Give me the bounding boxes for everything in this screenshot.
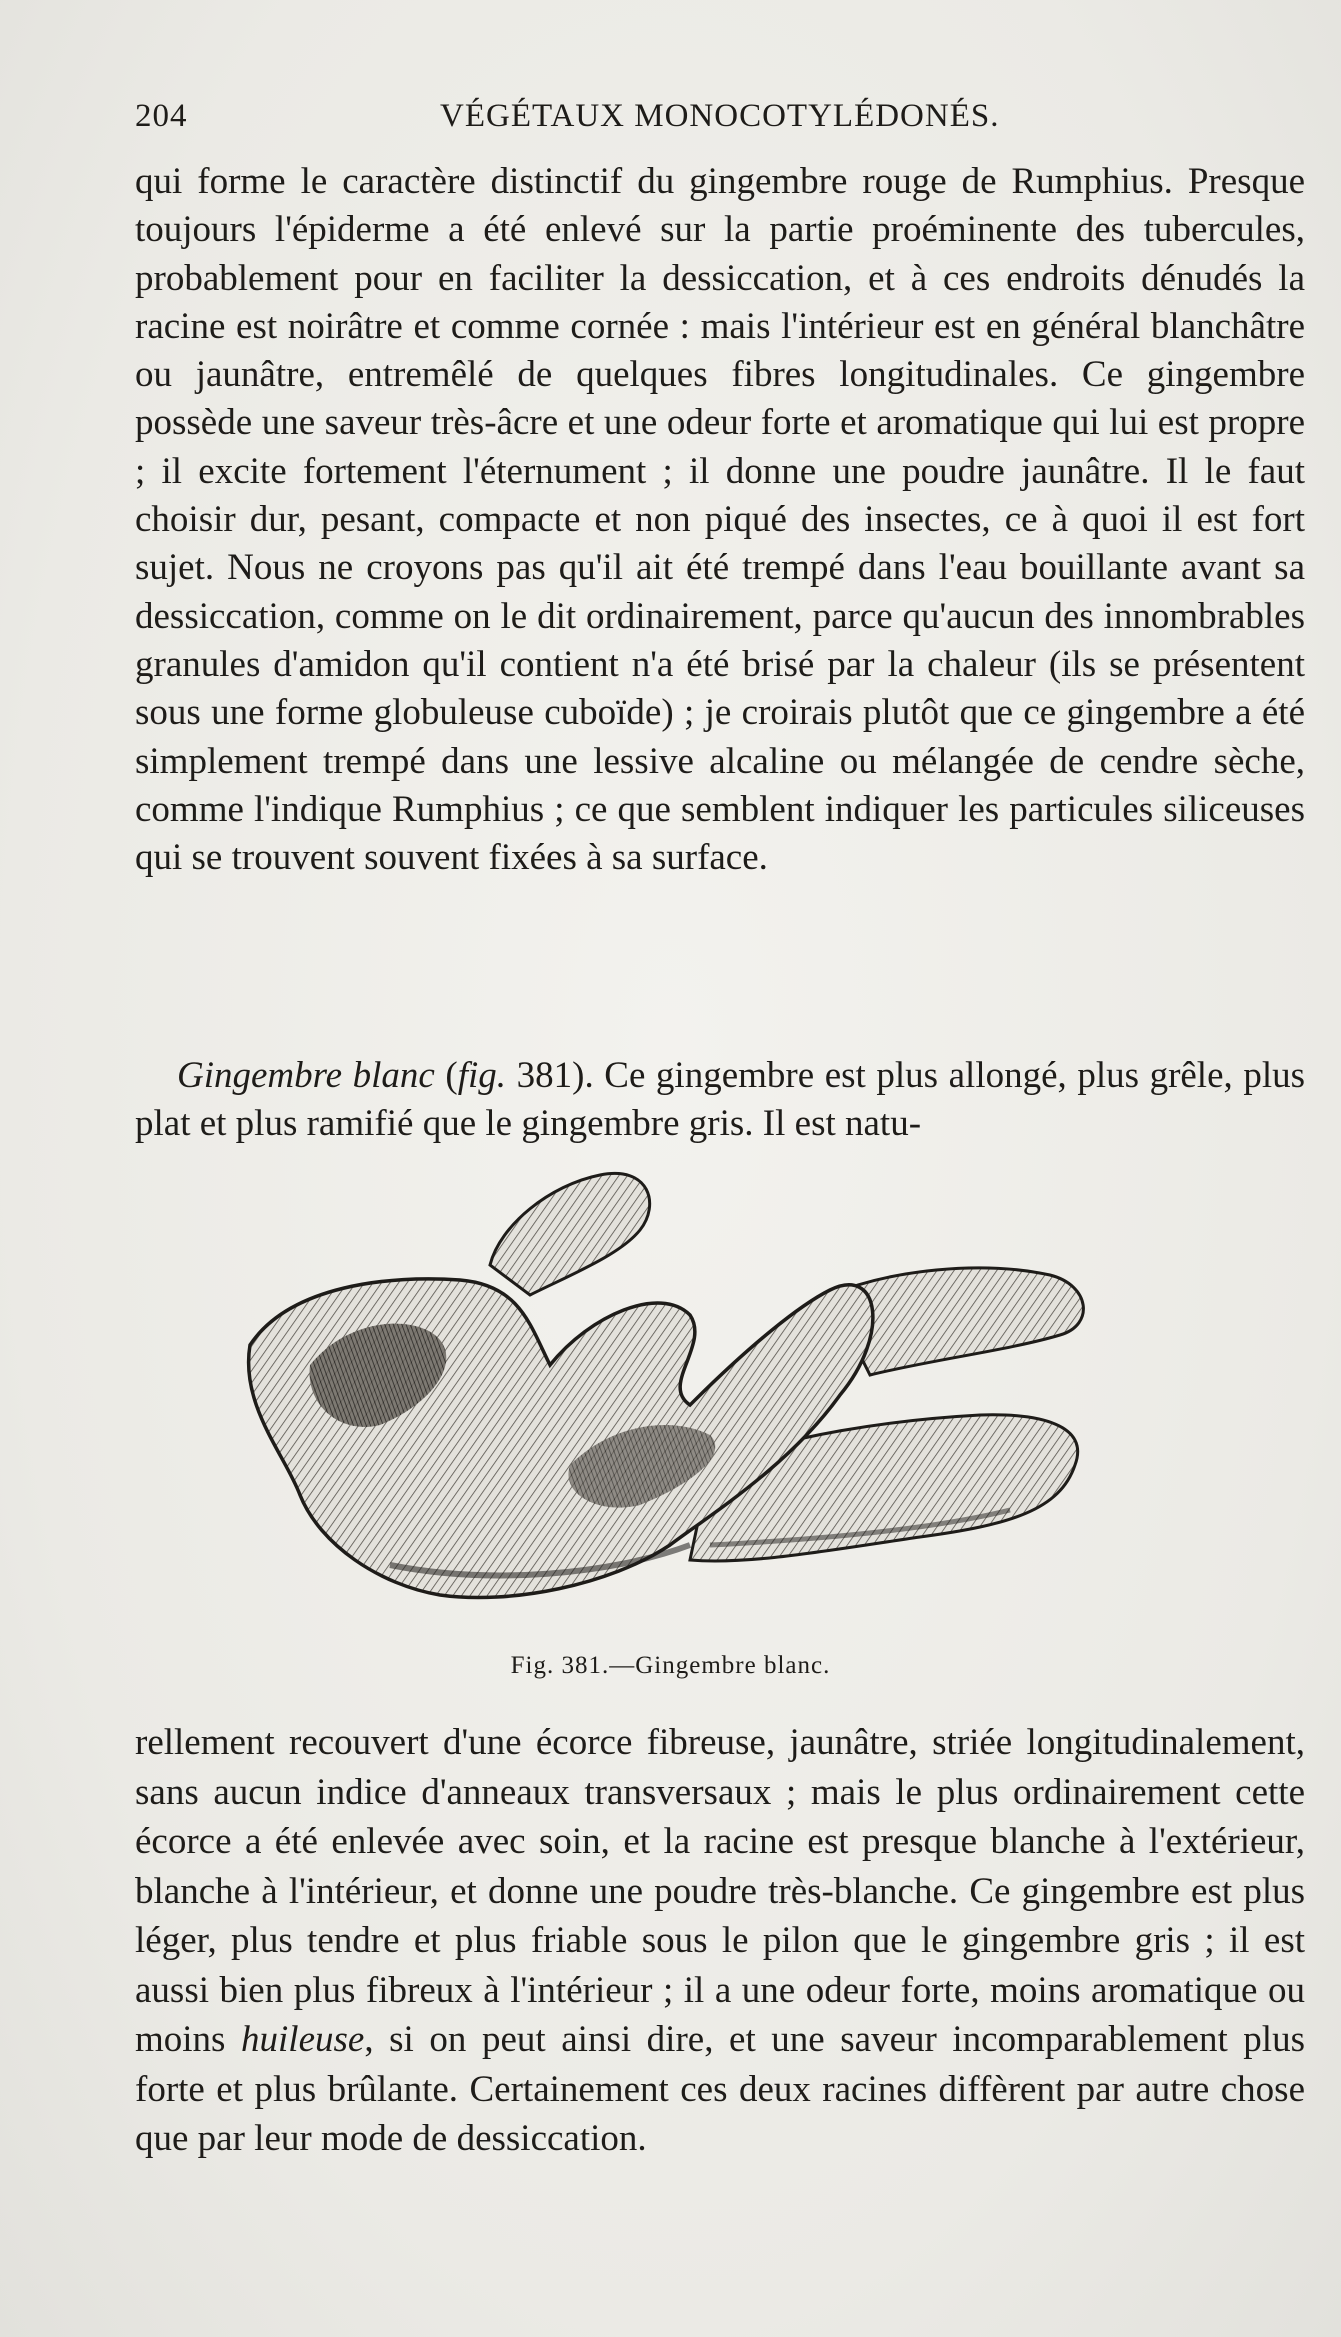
term-gingembre-blanc: Gingembre blanc (177, 1055, 435, 1096)
figure-ref-fig: fig. (457, 1055, 507, 1096)
ginger-rhizome-illustration (190, 1165, 1180, 1665)
figure-ref-open: ( (434, 1055, 458, 1096)
running-head-title: VÉGÉTAUX MONOCOTYLÉDONÉS. (440, 98, 1000, 134)
figure-caption-label: Fig. 381. (510, 1652, 610, 1679)
paragraph-blanc-intro (135, 1052, 1305, 1149)
paragraph-blanc-description-start: rellement recouvert d'une écorce fibreuse, jaunâtre, striée longitudinalement, sans aucun indice d'anneaux transversaux ; mais le plus ordinairement cette écorce a été enlevée avec soin, et la racine est presque blanche à l'extérieur, blanche à l'intérieur, et donne une poudre très-blanche. Ce gingembre est plus léger, plus tendre et plus friable sous le pilon que le gingembre gris ; il est aussi bien plus fibreux à l'intérieur ; il a une odeur forte, moins aromatique ou moins (135, 1722, 1305, 2060)
figure-caption-text: Gingembre blanc. (635, 1652, 831, 1679)
figure-caption-dash: — (609, 1652, 636, 1679)
running-head (135, 98, 1305, 142)
paragraph-blanc-text: Ce gingembre est plus allongé, plus grêle, plus plat et plus ramifié que le gingembre gris. Il est natu- (135, 1055, 1305, 1145)
paragraph-blanc-description (135, 1718, 1305, 2164)
paragraph-rouge: qui forme le caractère distinctif du gingembre rouge de Rumphius. Presque toujours l'épiderme a été enlevé sur la partie proéminente des tubercules, probablement pour en faciliter la dessiccation, et à ces endroits dénudés la racine est noirâtre et comme cornée : mais l'intérieur est en général blanchâtre ou jaunâtre, entremêlé de quelques fibres longitudinales. Ce gingembre possède une saveur très-âcre et une odeur forte et aromatique qui lui est propre ; il excite fortement l'éternument ; il donne une poudre jaunâtre. Il le faut choisir dur, pesant, compacte et non piqué des insectes, ce à quoi il est fort sujet. Nous ne croyons pas qu'il ait été trempé dans l'eau bouillante avant sa dessiccation, comme on le dit ordinairement, parce qu'aucun des innombrables granules d'amidon qu'il contient n'a été brisé par la chaleur (ils se présentent sous une forme globuleuse cuboïde) ; je croirais plutôt que ce gingembre a été simplement trempé dans une lessive alcaline ou mélangée de cendre sèche, comme l'indique Rumphius ; ce que semblent indiquer les particules siliceuses qui se trouvent souvent fixées à sa surface. (135, 161, 1305, 879)
figure-caption (0, 1652, 1341, 1680)
term-huileuse: huileuse (241, 2019, 365, 2060)
figure-ref-number: 381). (506, 1055, 605, 1096)
page-number: 204 (135, 98, 188, 134)
paragraph-blanc-description-end: , si on peut ainsi dire, et une saveur incomparablement plus forte et plus brûlante. Certainement ces deux racines diffèrent par autre chose que par leur mode de dessiccation. (135, 2019, 1305, 2159)
ginger-engraving (190, 1165, 1180, 1665)
